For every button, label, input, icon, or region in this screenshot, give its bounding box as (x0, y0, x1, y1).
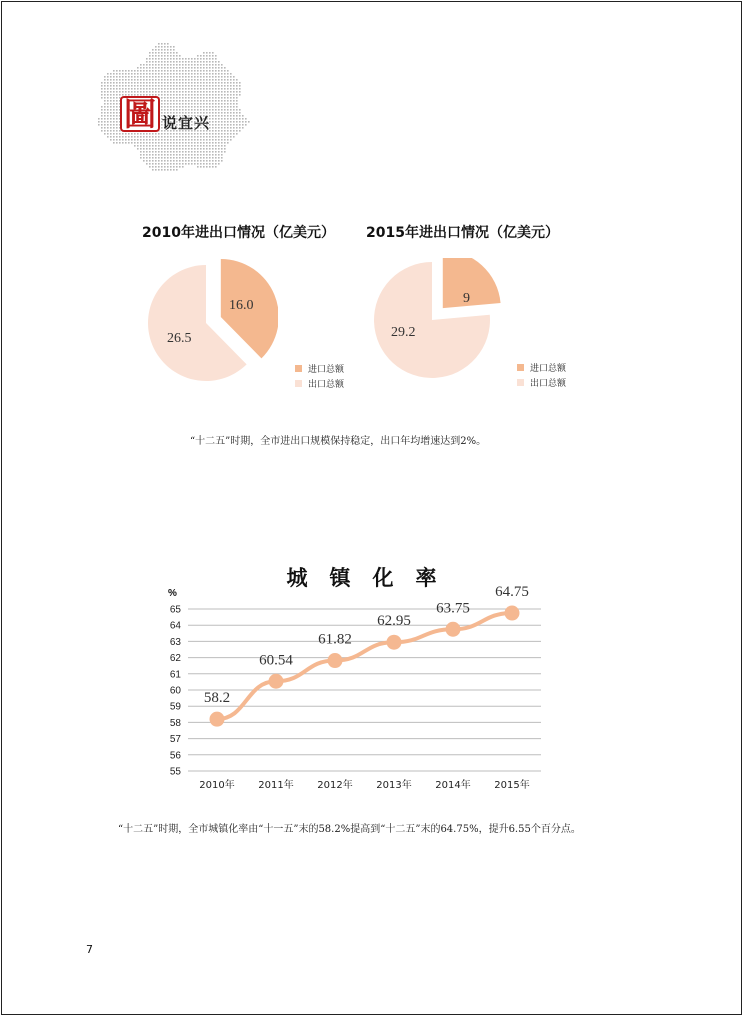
y-tick-label: 55 (169, 766, 181, 778)
pie-2015-export-label: 29.2 (391, 325, 416, 340)
y-tick-label: 57 (169, 734, 181, 746)
legend-label: 进口总额 (530, 364, 567, 374)
y-axis-unit: % (168, 588, 177, 599)
y-tick-label: 61 (169, 669, 181, 681)
x-tick-label: 2010年 (199, 780, 235, 791)
x-tick-label: 2012年 (317, 780, 353, 791)
legend-label: 进口总额 (308, 365, 345, 375)
data-point (446, 622, 461, 637)
section-title: 说宜兴 (162, 114, 211, 132)
data-label: 64.75 (495, 584, 529, 601)
legend-label: 出口总额 (530, 379, 567, 389)
y-tick-label: 59 (169, 701, 181, 713)
x-tick-label: 2015年 (494, 780, 530, 791)
pie-caption: “十二五”时期，全市进出口规模保持稳定，出口年均增速达到2%。 (190, 436, 487, 447)
seal-character: 圖 (123, 95, 156, 133)
pie-2010-import-label: 16.0 (229, 298, 254, 313)
data-label: 61.82 (318, 631, 352, 648)
data-label: 62.95 (377, 613, 411, 630)
pie-2010-export-label: 26.5 (167, 331, 192, 346)
pie-2015-title: 2015年进出口情况（亿美元） (366, 225, 559, 241)
y-tick-label: 60 (169, 685, 181, 697)
y-tick-label: 58 (169, 717, 181, 729)
x-tick-label: 2014年 (435, 780, 471, 791)
data-point (387, 635, 402, 650)
y-tick-label: 64 (169, 620, 181, 632)
page-number: 7 (86, 943, 93, 956)
pie-2010-title: 2010年进出口情况（亿美元） (142, 225, 335, 241)
legend-label: 出口总额 (308, 380, 345, 390)
data-point (210, 712, 225, 727)
data-point (328, 653, 343, 668)
y-tick-label: 65 (169, 604, 181, 616)
data-point (269, 674, 284, 689)
y-tick-label: 63 (169, 636, 181, 648)
x-tick-label: 2013年 (376, 780, 412, 791)
y-tick-label: 56 (169, 750, 181, 762)
data-label: 60.54 (259, 652, 293, 669)
line-chart-title: 城镇化率 (286, 566, 459, 590)
data-point (505, 606, 520, 621)
y-tick-label: 62 (169, 653, 181, 665)
pie-2015-import-label: 9 (463, 291, 470, 306)
line-caption: “十二五”时期，全市城镇化率由“十一五”末的58.2%提高到“十二五”末的64.75%，提升6.55个百分点。 (118, 824, 581, 835)
x-tick-label: 2011年 (258, 780, 294, 791)
data-label: 58.2 (203, 690, 231, 707)
data-label: 63.75 (436, 600, 470, 617)
